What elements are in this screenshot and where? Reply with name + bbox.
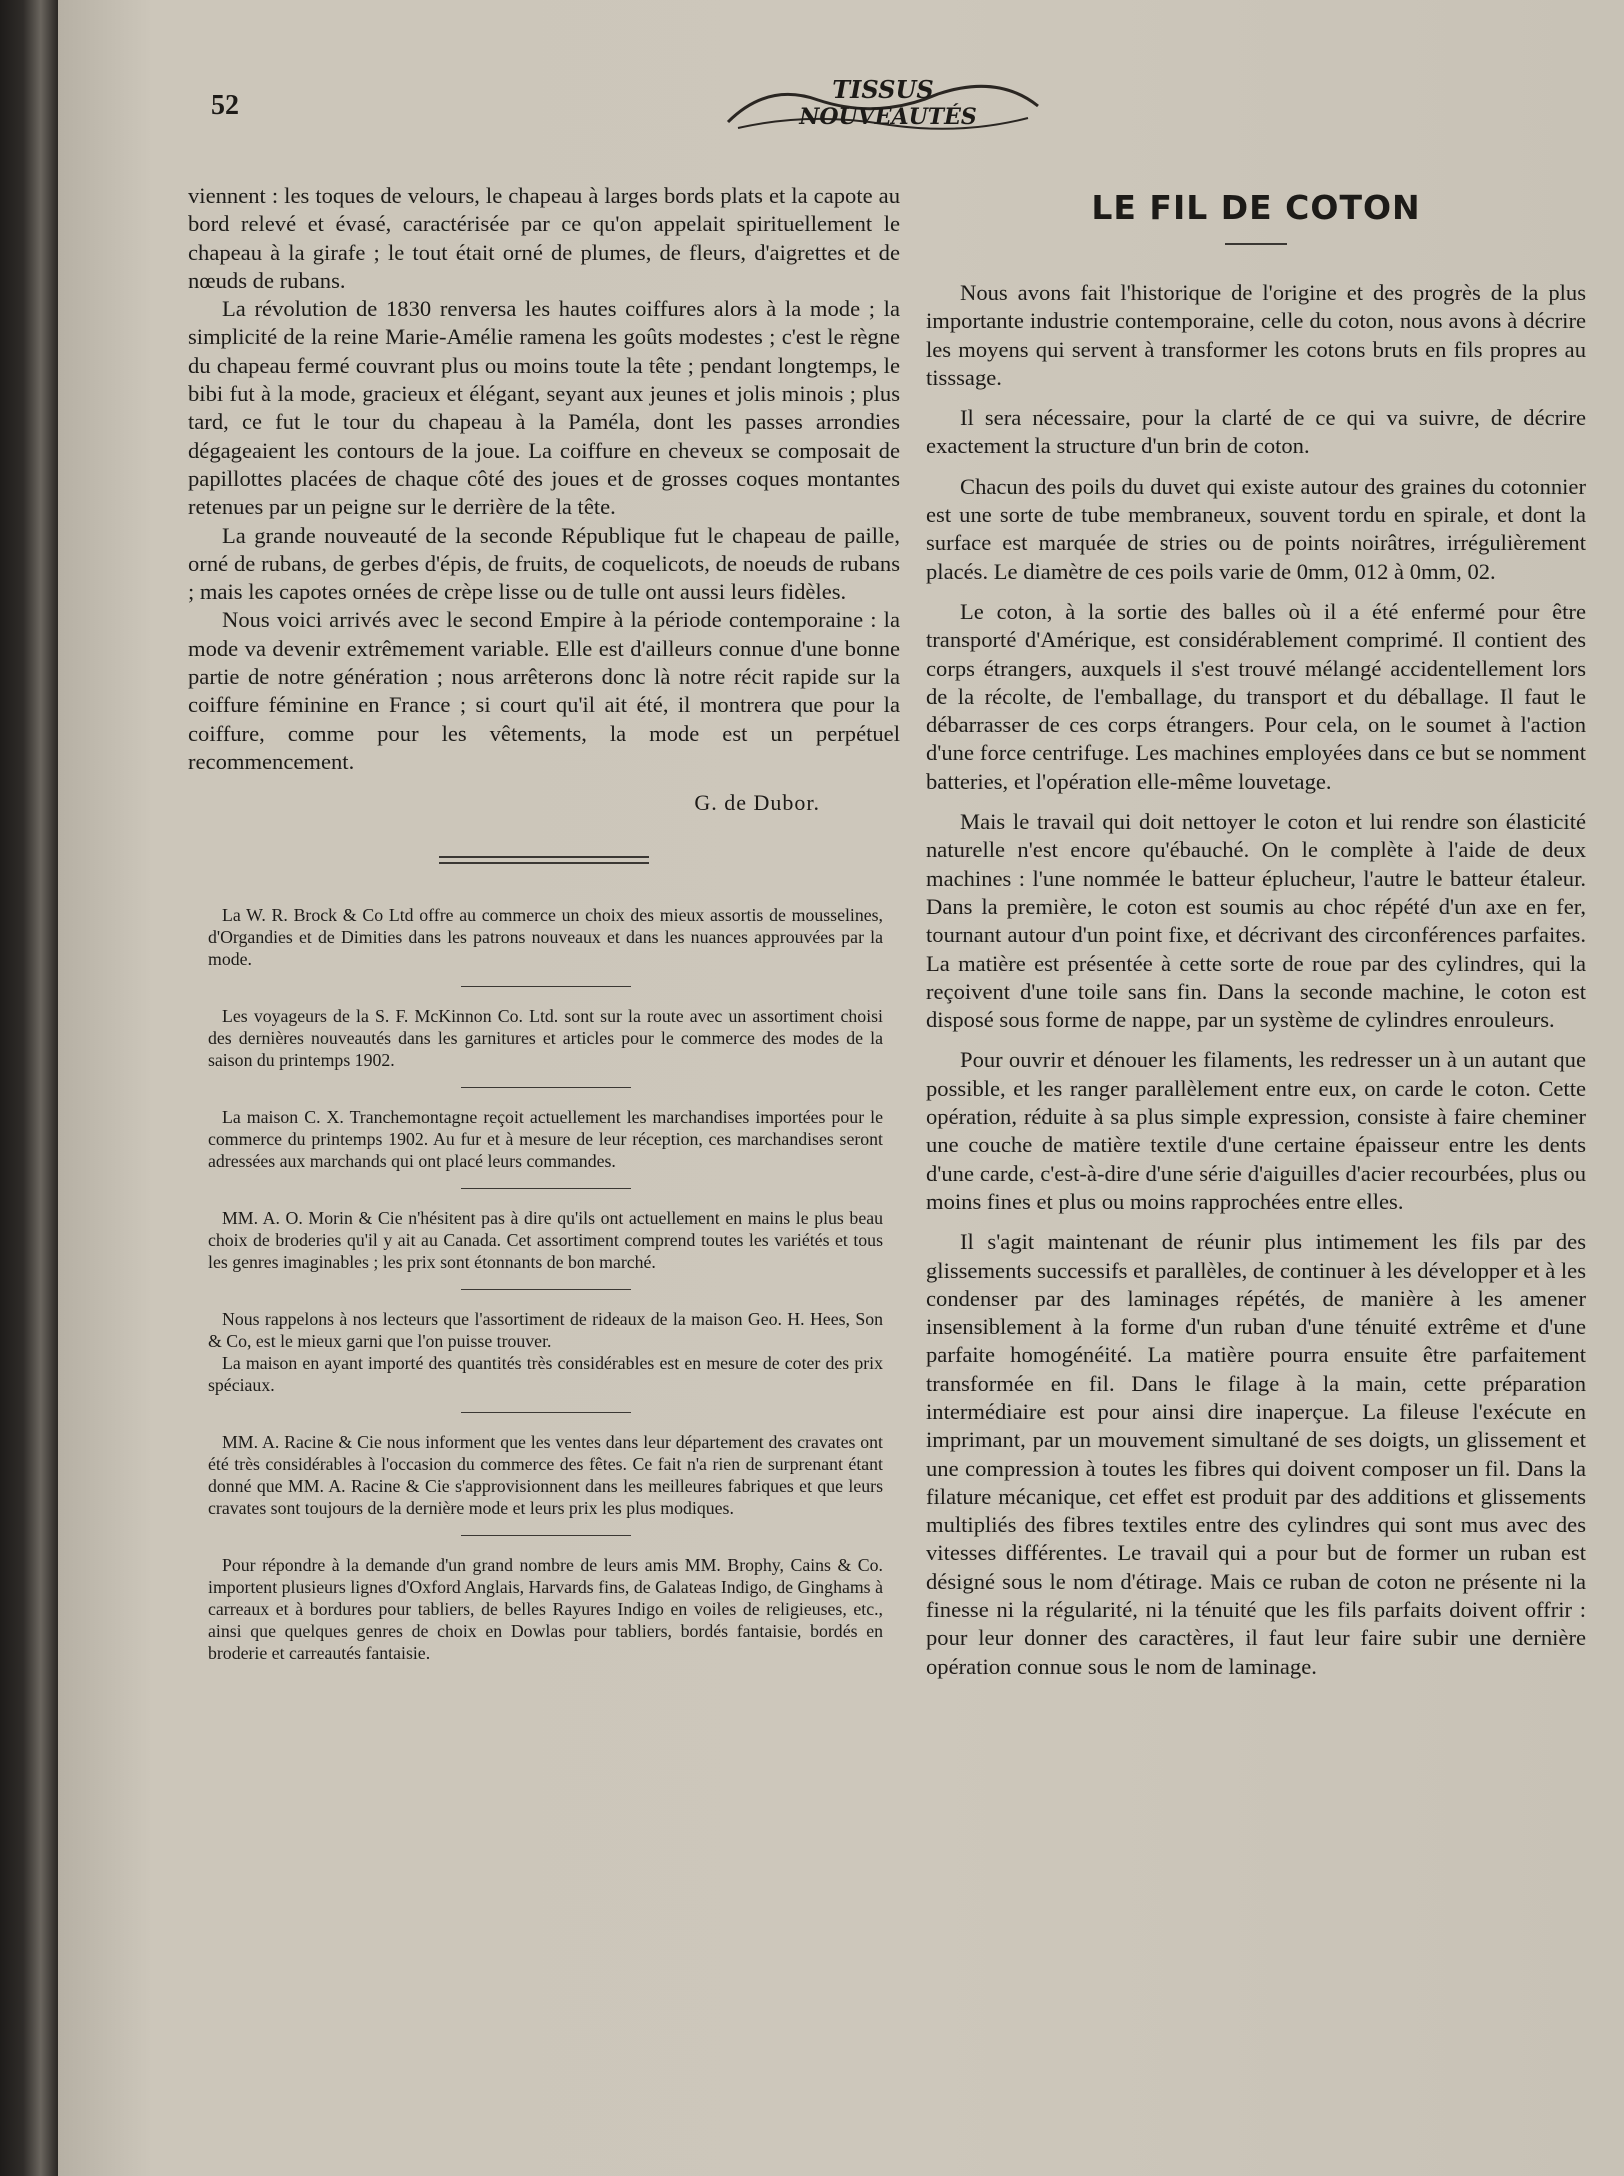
ad-hees	[208, 1308, 883, 1396]
ad-text: Les voyageurs de la S. F. McKinnon Co. Ltd. sont sur la route avec un assortiment choisi des dernières nouveautés dans les garnitures et articles pour le commerce des modes de la saison du printemps 1902.	[208, 1006, 883, 1071]
ad-tranchemontagne	[208, 1106, 883, 1172]
paragraph: Il sera nécessaire, pour la clarté de ce qui va suivre, de décrire exactement la structure d'un brin de coton.	[926, 405, 1586, 459]
ad-text: MM. A. Racine & Cie nous informent que les ventes dans leur département des cravates ont été très considérables à l'occasion du commerce des fêtes. Ce fait n'a rien de surprenant étant donné que MM. A. Racine & Cie s'approvisionnent dans les meilleures fabriques et que leurs cravates sont toujours de la dernière mode et leurs prix les plus modiques.	[208, 1432, 883, 1519]
author-signature: G. de Dubor.	[694, 790, 820, 816]
ad-brock	[208, 904, 883, 970]
paragraph: Le coton, à la sortie des balles où il a été enfermé pour être transporté d'Amérique, est considérablement comprimé. Il contient des corps étrangers, auxquels il s'est trouvé mélangé accidentellement lors de la récolte, de l'emballage, du transport et du déballage. Il faut le débarrasser de ces corps étrangers. Pour cela, on le soumet à l'action d'une force centrifuge. Les machines employées dans ce but se nomment batteries, et l'opération elle-même louvetage.	[926, 598, 1586, 794]
paragraph: Nous avons fait l'historique de l'origine et des progrès de la plus importante industrie contemporaine, celle du coton, nous avons à décrire les moyens qui servent à transformer les cotons bruts en fils propres au tisssage.	[926, 280, 1586, 390]
ad-divider	[461, 1535, 631, 1536]
ad-divider	[461, 1412, 631, 1413]
ad-divider	[461, 1188, 631, 1189]
paragraph: Nous voici arrivés avec le second Empire à la période contemporaine : la mode va devenir extrêmement variable. Elle est d'ailleurs connue d'une bonne partie de notre génération ; nous arrêterons donc là notre récit rapide sur la coiffure féminine en France ; si court qu'il ait été, il montrera que pour la coiffure, comme pour les vêtements, la mode est un perpétuel recommencement.	[188, 607, 900, 774]
paragraph: Pour ouvrir et dénouer les filaments, les redresser un à un autant que possible, et les ranger parallèlement entre eux, on carde le coton. Cette opération, réduite à sa plus simple expression, consiste à faire cheminer une couche de matière textile d'une certaine épaisseur entre les dents d'une carde, c'est-à-dire d'une série d'aiguilles d'acier recourbées, plus ou moins fines et plus ou moins rapprochées entre elles.	[926, 1047, 1586, 1214]
page-number: 52	[211, 90, 239, 121]
ad-text: La maison C. X. Tranchemontagne reçoit actuellement les marchandises importées pour le commerce du printemps 1902. Au fur et à mesure de leur réception, ces marchandises seront adressées aux marchands qui ont placé leurs commandes.	[208, 1107, 883, 1172]
ad-divider	[461, 1087, 631, 1088]
left-column	[188, 182, 900, 1664]
paragraph: Mais le travail qui doit nettoyer le coton et lui rendre son élasticité naturelle n'est encore qu'ébauché. On le complète à l'aide de deux machines : l'une nommée le batteur éplucheur, l'autre le batteur étaleur. Dans la première, le coton est soumis au choc répété d'un axe en fer, tournant autour d'un point fixe, et décrivant des circonférences parfaites. La matière est présentée à cette sorte de roue par des cylindres, qui la reçoivent d'une toile sans fin. Dans la seconde machine, le coton est disposé sous forme de nappe, par un système de cylindres enrouleurs.	[926, 809, 1586, 1033]
right-column	[926, 182, 1586, 1693]
ad-divider	[461, 1289, 631, 1290]
ad-morin	[208, 1207, 883, 1273]
paragraph: Chacun des poils du duvet qui existe autour des graines du cotonnier est une sorte de tube membraneux, souvent tordu en spirale, et dont la surface est marquée de stries ou de points noirâtres, irrégulièrement placés. Le diamètre de ces poils varie de 0mm, 012 à 0mm, 02.	[926, 473, 1586, 584]
masthead-logo	[708, 62, 1058, 142]
advertisements	[208, 904, 883, 1664]
book-spine	[0, 0, 58, 2176]
ad-text: MM. A. O. Morin & Cie n'hésitent pas à dire qu'ils ont actuellement en mains le plus beau choix de broderies qu'il y ait au Canada. Cet assortiment comprend toutes les variétés et tous les genres imaginables ; les prix sont étonnants de bon marché.	[208, 1208, 883, 1273]
ad-text: Pour répondre à la demande d'un grand nombre de leurs amis MM. Brophy, Cains & Co. importent plusieurs lignes d'Oxford Anglais, Harvards fins, de Galateas Indigo, de Ginghams à carreaux et à bordures pour tabliers, de belles Rayures Indigo en voiles de religieuses, etc., ainsi que quelques genres de choix en Dowlas pour tabliers, bordés fantaisie, bordés en broderie et carreautés fantaisie.	[208, 1555, 883, 1664]
section-divider	[439, 856, 649, 864]
ad-divider	[461, 986, 631, 987]
paragraph: La grande nouveauté de la seconde République fut le chapeau de paille, orné de rubans, de gerbes d'épis, de fruits, de coquelicots, de noeuds de rubans ; mais les capotes ornées de crèpe lisse ou de tulle ont aussi leurs fidèles.	[188, 522, 900, 605]
paragraph: La révolution de 1830 renversa les hautes coiffures alors à la mode ; la simplicité de la reine Marie-Amélie ramena les goûts modestes ; c'est le règne du chapeau fermé couvrant plus ou moins toute la tête ; pendant longtemps, le bibi fut à la mode, gracieux et élégant, seyant aux jeunes et jolis minois ; plus tard, ce fut le tour du chapeau à la Paméla, dont les passes arrondies dégageaient les contours de la joue. La coiffure en cheveux se composait de papillottes placées de chaque côté des joues et de grosses coques montantes retenues par un peigne sur le derrière de la tête.	[188, 296, 900, 520]
title-divider	[1225, 243, 1287, 245]
magazine-page	[58, 0, 1624, 2176]
ad-text: La W. R. Brock & Co Ltd offre au commerce un choix des mieux assortis de mousselines, d'Organdies et de Dimities dans les patrons nouveaux et dans les nuances approuvées par la mode.	[208, 905, 883, 970]
article-title: LE FIL DE COTON	[1091, 188, 1421, 227]
svg-text:NOUVEAUTÉS: NOUVEAUTÉS	[799, 104, 977, 130]
paragraph: Il s'agit maintenant de réunir plus intimement les fils par des glissements successifs et parallèles, de continuer à les développer et à les condenser par des laminages répétés, de manière à les amener insensiblement à la forme d'un ruban d'une ténuité extrême et d'une parfaite homogénéité. La matière pourra ensuite être parfaitement transformée en fil. Dans le filage à la main, cette préparation intermédiaire est pour ainsi dire inaperçue. La fileuse l'exécute en imprimant, par un mouvement simultané de ses doigts, un glissement et une compression à toutes les fibres qui doivent composer un fil. Dans la filature mécanique, cet effet est produit par des additions et glissements multipliés des fibres textiles entre des cylindres qui sont mus avec des vitesses différentes. Le travail qui a pour but de former un ruban est désigné sous le nom d'étirage. Mais ce ruban de coton ne présente ni la finesse ni la régularité, ni la ténuité que les fils parfaits doivent offrir : pour leur donner des caractères, il faut leur faire subir une dernière opération connue sous le nom de laminage.	[926, 1229, 1587, 1679]
ad-mckinnon	[208, 1005, 883, 1071]
paragraph: viennent : les toques de velours, le chapeau à larges bords plats et la capote au bord relevé et évasé, caractérisée par ce qu'on appelait spirituellement le chapeau à la girafe ; le tout était orné de plumes, de fleurs, d'aigrettes et de nœuds de rubans.	[188, 183, 900, 293]
ad-text: Nous rappelons à nos lecteurs que l'assortiment de rideaux de la maison Geo. H. Hees, Son & Co, est le mieux garni que l'on puisse trouver.	[208, 1309, 883, 1352]
ad-text: La maison en ayant importé des quantités très considérables est en mesure de coter des prix spéciaux.	[208, 1353, 883, 1396]
ad-racine	[208, 1431, 883, 1519]
ad-brophy	[208, 1554, 883, 1664]
svg-text:TISSUS: TISSUS	[832, 75, 934, 104]
